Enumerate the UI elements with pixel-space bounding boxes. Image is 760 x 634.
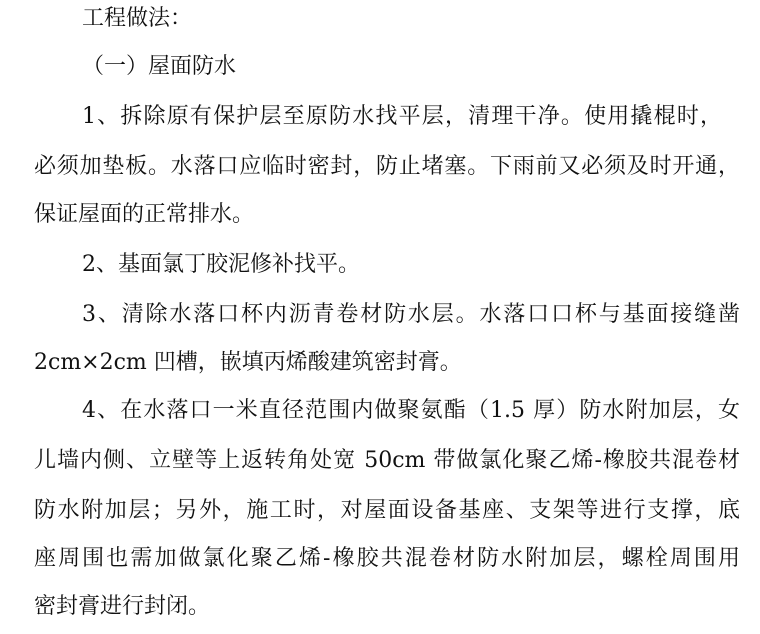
paragraph-1-line-1: 1、拆除原有保护层至原防水找平层，清理干净。使用撬棍时， [82, 104, 722, 129]
paragraph-1-line-3: 保证屋面的正常排水。 [34, 202, 255, 227]
paragraph-4-line-1: 4、在水落口一米直径范围内做聚氨酯（1.5 厚）防水附加层，女 [82, 398, 740, 423]
paragraph-1-line-2: 必须加垫板。水落口应临时密封，防止堵塞。下雨前又必须及时开通， [34, 154, 740, 179]
paragraph-4-line-3: 防水附加层；另外，施工时，对屋面设备基座、支架等进行支撑，底 [34, 498, 740, 523]
paragraph-2-line-1: 2、基面氯丁胶泥修补找平。 [82, 252, 360, 277]
paragraph-4-line-5: 密封膏进行封闭。 [34, 594, 211, 619]
section-title: （一）屋面防水 [82, 54, 237, 79]
heading: 工程做法： [82, 6, 193, 31]
paragraph-3-line-2: 2cm×2cm 凹槽，嵌填丙烯酸建筑密封膏。 [34, 350, 462, 375]
paragraph-3-line-1: 3、清除水落口杯内沥青卷材防水层。水落口口杯与基面接缝凿 [82, 302, 740, 327]
paragraph-4-line-4: 座周围也需加做氯化聚乙烯-橡胶共混卷材防水附加层，螺栓周围用 [34, 546, 740, 571]
paragraph-4-line-2: 儿墙内侧、立壁等上返转角处宽 50cm 带做氯化聚乙烯-橡胶共混卷材 [34, 448, 740, 473]
